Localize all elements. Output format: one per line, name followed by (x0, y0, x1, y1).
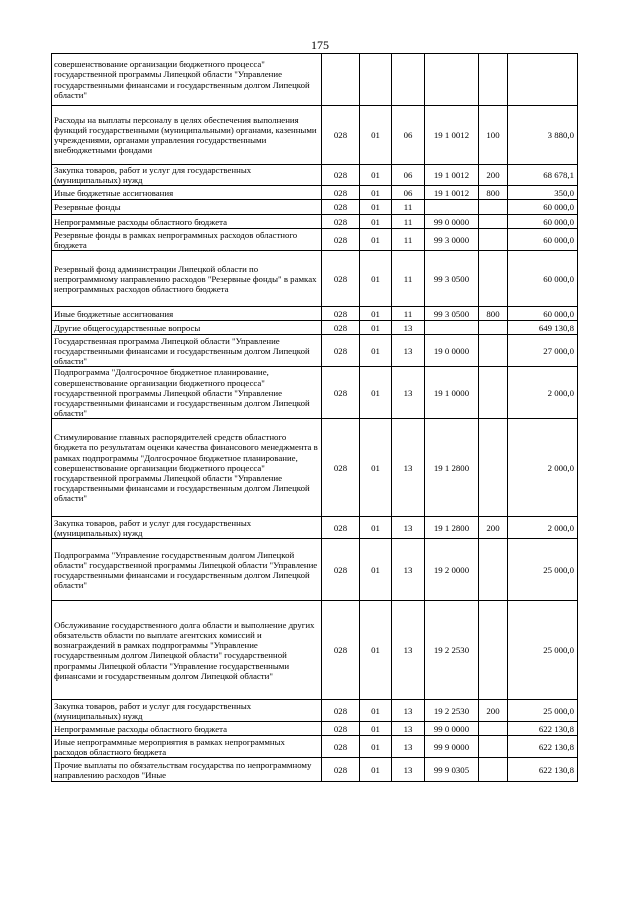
expense-type-code-cell (479, 54, 508, 106)
target-item-code-cell (425, 321, 479, 335)
amount-cell: 25 000,0 (508, 700, 578, 722)
amount-cell: 60 000,0 (508, 251, 578, 307)
section-code-cell: 01 (360, 758, 392, 782)
table-row (52, 321, 578, 335)
section-code-cell: 01 (360, 215, 392, 229)
subsection-code-cell: 13 (392, 335, 425, 367)
section-code-cell: 01 (360, 165, 392, 186)
table-row (52, 307, 578, 321)
row-name-cell: Закупка товаров, работ и услуг для государственных (муниципальных) нужд (52, 517, 322, 539)
target-item-code-cell: 19 2 2530 (425, 601, 479, 700)
subsection-code-cell: 13 (392, 367, 425, 419)
table-row (52, 601, 578, 700)
table-row (52, 106, 578, 165)
subsection-code-cell (392, 54, 425, 106)
row-name-cell: Непрограммные расходы областного бюджета (52, 722, 322, 736)
expense-type-code-cell: 200 (479, 700, 508, 722)
admin-code-cell: 028 (322, 229, 360, 251)
table-row (52, 251, 578, 307)
section-code-cell: 01 (360, 700, 392, 722)
expense-type-code-cell (479, 539, 508, 601)
amount-cell (508, 54, 578, 106)
row-name-cell: Иные бюджетные ассигнования (52, 186, 322, 200)
amount-cell: 649 130,8 (508, 321, 578, 335)
admin-code-cell: 028 (322, 186, 360, 200)
section-code-cell: 01 (360, 722, 392, 736)
table-row (52, 539, 578, 601)
target-item-code-cell (425, 200, 479, 215)
amount-cell: 60 000,0 (508, 307, 578, 321)
row-name-cell: Стимулирование главных распорядителей средств областного бюджета по результатам оценки качества финансового менеджмента в рамках подпрограммы "Долгосрочное бюджетное планирование, совершенствование организации бюджетного процесса" государственной программы Липецкой области "Управление государственными финансами и государственным долгом Липецкой области" (52, 419, 322, 517)
amount-cell: 25 000,0 (508, 601, 578, 700)
admin-code-cell: 028 (322, 722, 360, 736)
row-name-cell: Расходы на выплаты персоналу в целях обеспечения выполнения функций государственными (муниципальными) органами, казенными учреждениями, органами управления государственными внебюджетными фондами (52, 106, 322, 165)
table-row (52, 186, 578, 200)
subsection-code-cell: 13 (392, 419, 425, 517)
expense-type-code-cell (479, 722, 508, 736)
section-code-cell: 01 (360, 517, 392, 539)
section-code-cell (360, 54, 392, 106)
subsection-code-cell: 11 (392, 200, 425, 215)
table-row (52, 736, 578, 758)
table-row (52, 517, 578, 539)
target-item-code-cell: 19 1 2800 (425, 419, 479, 517)
section-code-cell: 01 (360, 186, 392, 200)
row-name-cell: Иные бюджетные ассигнования (52, 307, 322, 321)
expense-type-code-cell (479, 419, 508, 517)
table-row (52, 367, 578, 419)
subsection-code-cell: 13 (392, 722, 425, 736)
section-code-cell: 01 (360, 251, 392, 307)
target-item-code-cell: 99 0 0000 (425, 215, 479, 229)
row-name-cell: Резервные фонды в рамках непрограммных расходов областного бюджета (52, 229, 322, 251)
expense-type-code-cell: 100 (479, 106, 508, 165)
target-item-code-cell: 99 3 0000 (425, 229, 479, 251)
table-row (52, 419, 578, 517)
subsection-code-cell: 13 (392, 601, 425, 700)
table-row (52, 165, 578, 186)
admin-code-cell: 028 (322, 539, 360, 601)
target-item-code-cell: 19 0 0000 (425, 335, 479, 367)
subsection-code-cell: 11 (392, 251, 425, 307)
admin-code-cell: 028 (322, 321, 360, 335)
target-item-code-cell: 19 1 0012 (425, 165, 479, 186)
admin-code-cell: 028 (322, 165, 360, 186)
expense-type-code-cell (479, 367, 508, 419)
target-item-code-cell: 99 9 0305 (425, 758, 479, 782)
target-item-code-cell: 99 3 0500 (425, 307, 479, 321)
table-row (52, 700, 578, 722)
section-code-cell: 01 (360, 307, 392, 321)
budget-table (51, 53, 578, 782)
table-row (52, 215, 578, 229)
amount-cell: 2 000,0 (508, 419, 578, 517)
amount-cell: 60 000,0 (508, 229, 578, 251)
target-item-code-cell: 99 0 0000 (425, 722, 479, 736)
row-name-cell: Обслуживание государственного долга области и выполнение других обязательств области по выплате агентских комиссий и вознаграждений в рамках подпрограммы "Управление государственным долгом Липецкой области" государственной программы Липецкой области "Управление государственными финансами и государственным долгом Липецкой области" (52, 601, 322, 700)
section-code-cell: 01 (360, 106, 392, 165)
amount-cell: 2 000,0 (508, 367, 578, 419)
admin-code-cell: 028 (322, 736, 360, 758)
subsection-code-cell: 13 (392, 517, 425, 539)
admin-code-cell: 028 (322, 106, 360, 165)
amount-cell: 68 678,1 (508, 165, 578, 186)
amount-cell: 25 000,0 (508, 539, 578, 601)
target-item-code-cell (425, 54, 479, 106)
expense-type-code-cell (479, 335, 508, 367)
subsection-code-cell: 06 (392, 165, 425, 186)
section-code-cell: 01 (360, 229, 392, 251)
page-number: 175 (311, 38, 329, 52)
row-name-cell: Государственная программа Липецкой области "Управление государственными финансами и государственным долгом Липецкой области" (52, 335, 322, 367)
target-item-code-cell: 19 1 0000 (425, 367, 479, 419)
amount-cell: 2 000,0 (508, 517, 578, 539)
target-item-code-cell: 19 1 0012 (425, 186, 479, 200)
admin-code-cell: 028 (322, 215, 360, 229)
row-name-cell: Непрограммные расходы областного бюджета (52, 215, 322, 229)
amount-cell: 60 000,0 (508, 215, 578, 229)
admin-code-cell: 028 (322, 601, 360, 700)
amount-cell: 622 130,8 (508, 758, 578, 782)
row-name-cell: Другие общегосударственные вопросы (52, 321, 322, 335)
table-row (52, 335, 578, 367)
row-name-cell: Закупка товаров, работ и услуг для государственных (муниципальных) нужд (52, 700, 322, 722)
expense-type-code-cell: 800 (479, 307, 508, 321)
admin-code-cell: 028 (322, 335, 360, 367)
row-name-cell: Резервные фонды (52, 200, 322, 215)
section-code-cell: 01 (360, 419, 392, 517)
admin-code-cell: 028 (322, 700, 360, 722)
subsection-code-cell: 06 (392, 186, 425, 200)
admin-code-cell (322, 54, 360, 106)
target-item-code-cell: 99 3 0500 (425, 251, 479, 307)
subsection-code-cell: 13 (392, 321, 425, 335)
admin-code-cell: 028 (322, 367, 360, 419)
section-code-cell: 01 (360, 736, 392, 758)
table-row (52, 200, 578, 215)
amount-cell: 622 130,8 (508, 722, 578, 736)
expense-type-code-cell (479, 601, 508, 700)
expense-type-code-cell: 200 (479, 165, 508, 186)
admin-code-cell: 028 (322, 200, 360, 215)
expense-type-code-cell (479, 229, 508, 251)
admin-code-cell: 028 (322, 419, 360, 517)
section-code-cell: 01 (360, 601, 392, 700)
expense-type-code-cell: 800 (479, 186, 508, 200)
row-name-cell: совершенствование организации бюджетного процесса" государственной программы Липецкой области "Управление государственными финансами и государственным долгом Липецкой области" (52, 54, 322, 106)
admin-code-cell: 028 (322, 517, 360, 539)
subsection-code-cell: 11 (392, 215, 425, 229)
expense-type-code-cell (479, 200, 508, 215)
subsection-code-cell: 11 (392, 229, 425, 251)
expense-type-code-cell (479, 758, 508, 782)
section-code-cell: 01 (360, 321, 392, 335)
row-name-cell: Резервный фонд администрации Липецкой области по непрограммному направлению расходов "Резервные фонды" в рамках непрограммных расходов областного бюджета (52, 251, 322, 307)
row-name-cell: Подпрограмма "Долгосрочное бюджетное планирование, совершенствование организации бюджетного процесса" государственной программы Липецкой области "Управление государственными финансами и государственным долгом Липецкой области" (52, 367, 322, 419)
table-row (52, 54, 578, 106)
subsection-code-cell: 11 (392, 307, 425, 321)
amount-cell: 3 880,0 (508, 106, 578, 165)
amount-cell: 350,0 (508, 186, 578, 200)
table-row (52, 229, 578, 251)
row-name-cell: Закупка товаров, работ и услуг для государственных (муниципальных) нужд (52, 165, 322, 186)
amount-cell: 27 000,0 (508, 335, 578, 367)
amount-cell: 60 000,0 (508, 200, 578, 215)
subsection-code-cell: 13 (392, 736, 425, 758)
admin-code-cell: 028 (322, 307, 360, 321)
subsection-code-cell: 13 (392, 700, 425, 722)
target-item-code-cell: 19 2 2530 (425, 700, 479, 722)
target-item-code-cell: 19 2 0000 (425, 539, 479, 601)
section-code-cell: 01 (360, 200, 392, 215)
row-name-cell: Подпрограмма "Управление государственным долгом Липецкой области" государственной программы Липецкой области "Управление государственными финансами и государственным долгом Липецкой области" (52, 539, 322, 601)
row-name-cell: Иные непрограммные мероприятия в рамках непрограммных расходов областного бюджета (52, 736, 322, 758)
subsection-code-cell: 13 (392, 539, 425, 601)
section-code-cell: 01 (360, 335, 392, 367)
target-item-code-cell: 19 1 0012 (425, 106, 479, 165)
subsection-code-cell: 06 (392, 106, 425, 165)
expense-type-code-cell (479, 321, 508, 335)
table-row (52, 758, 578, 782)
expense-type-code-cell (479, 215, 508, 229)
target-item-code-cell: 19 1 2800 (425, 517, 479, 539)
section-code-cell: 01 (360, 539, 392, 601)
admin-code-cell: 028 (322, 251, 360, 307)
amount-cell: 622 130,8 (508, 736, 578, 758)
subsection-code-cell: 13 (392, 758, 425, 782)
expense-type-code-cell (479, 251, 508, 307)
section-code-cell: 01 (360, 367, 392, 419)
row-name-cell: Прочие выплаты по обязательствам государства по непрограммному направлению расходов "Иные (52, 758, 322, 782)
target-item-code-cell: 99 9 0000 (425, 736, 479, 758)
admin-code-cell: 028 (322, 758, 360, 782)
expense-type-code-cell (479, 736, 508, 758)
expense-type-code-cell: 200 (479, 517, 508, 539)
table-row (52, 722, 578, 736)
